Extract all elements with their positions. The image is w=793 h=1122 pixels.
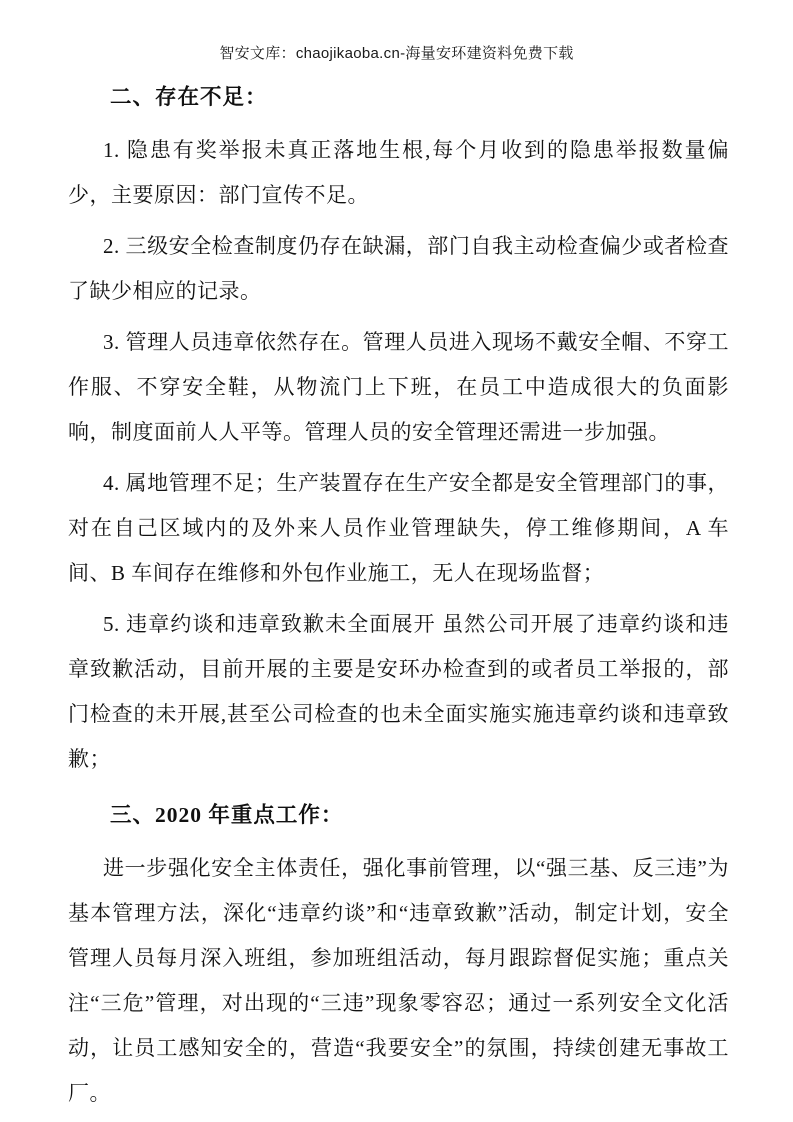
paragraph-deficiency-2: 2. 三级安全检查制度仍存在缺漏，部门自我主动检查偏少或者检查了缺少相应的记录。 <box>68 234 729 303</box>
paragraph-deficiency-4: 4. 属地管理不足；生产装置存在生产安全都是安全管理部门的事，对在自己区域内的及外来人员作业管理缺失，停工维修期间，A 车间、B 车间存在维修和外包作业施工，无人在现场监督； <box>68 471 729 585</box>
paragraph-deficiency-1: 1. 隐患有奖举报未真正落地生根,每个月收到的隐患举报数量偏少，主要原因：部门宣传不足。 <box>68 138 729 207</box>
watermark-header: 智安文库：chaojikaoba.cn-海量安环建资料免费下载 <box>219 45 574 62</box>
paragraph-deficiency-5: 5. 违章约谈和违章致歉未全面展开 虽然公司开展了违章约谈和违章致歉活动，目前开展的主要是安环办检查到的或者员工举报的，部门检查的未开展,甚至公司检查的也未全面实施实施违章约谈和违章致歉； <box>68 612 729 771</box>
section-heading-deficiencies: 二、存在不足： <box>110 85 268 109</box>
paragraph-deficiency-3: 3. 管理人员违章依然存在。管理人员进入现场不戴安全帽、不穿工作服、不穿安全鞋，从物流门上下班，在员工中造成很大的负面影响，制度面前人人平等。管理人员的安全管理还需进一步加强。 <box>68 330 729 444</box>
paragraph-key-work-plan: 进一步强化安全主体责任，强化事前管理，以“强三基、反三违”为基本管理方法，深化“违章约谈”和“违章致歉”活动，制定计划，安全管理人员每月深入班组，参加班组活动，每月跟踪督促实施；重点关注“三危”管理，对出现的“三违”现象零容忍；通过一系列安全文化活动，让员工感知安全的，营造“我要安全”的氛围，持续创建无事故工厂。 <box>68 856 729 1105</box>
document-content <box>0 75 793 1116</box>
section-heading-2020-key-work: 三、2020 年重点工作： <box>110 803 344 827</box>
